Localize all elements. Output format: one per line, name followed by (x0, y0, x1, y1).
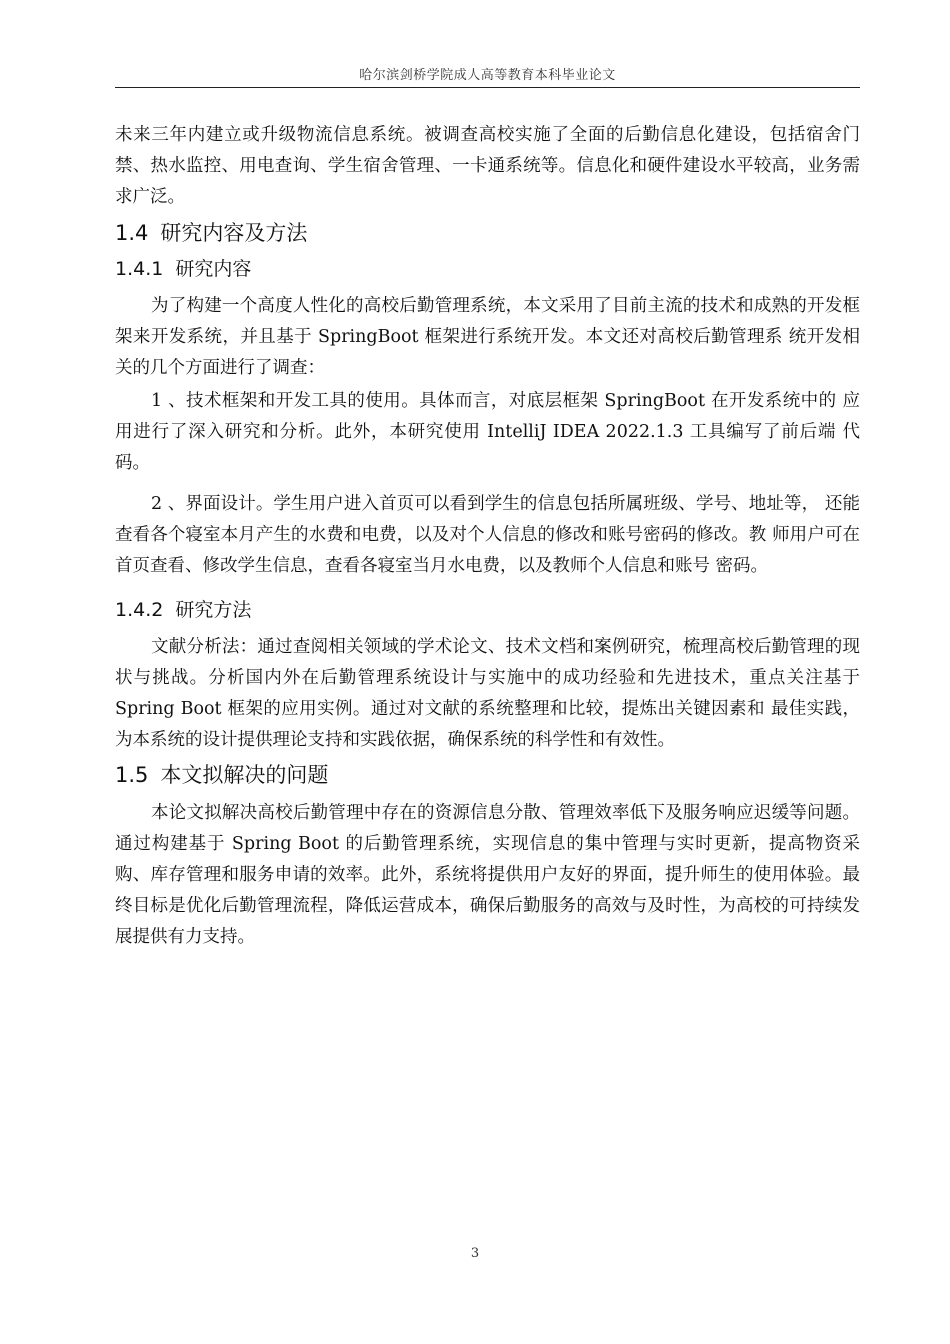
section-number: 1.4 (115, 221, 149, 245)
section-title: 本文拟解决的问题 (160, 763, 329, 787)
subsection-title: 研究内容 (175, 258, 252, 280)
page-number: 3 (470, 1246, 480, 1261)
paragraph-problems: 本论文拟解决高校后勤管理中存在的资源信息分散、管理效率低下及服务响应迟缓等问题。通过构建基于 Spring Boot 的后勤管理系统，实现信息的集中管理与实时更新，提高物资采购、库存管理和服务申请的效率。此外，系统将提供用户友好的界面，提升师生的使用体验。最终目标是优化后勤管理流程，降低运营成本，确保后勤服务的高效与及时性，为高校的可持续发展提供有力支持。 (115, 803, 860, 947)
paragraph-intro: 未来三年内建立或升级物流信息系统。被调查高校实施了全面的后勤信息化建设，包括宿舍门禁、热水监控、用电查询、学生宿舍管理、一卡通系统等。信息化和硬件建设水平较高，业务需求广泛。 (115, 125, 860, 207)
section-title: 研究内容及方法 (160, 221, 308, 245)
paragraph-tech-framework: 1 、技术框架和开发工具的使用。具体而言，对底层框架 SpringBoot 在开发系统中的 应用进行了深入研究和分析。此外，本研究使用 IntelliJ IDEA 2022.1.3 工具编写了前后端 代码。 (115, 391, 860, 473)
running-header: 哈尔滨剑桥学院成人高等教育本科毕业论文 (359, 68, 616, 83)
paragraph-research-content: 为了构建一个高度人性化的高校后勤管理系统，本文采用了目前主流的技术和成熟的开发框架来开发系统，并且基于 SpringBoot 框架进行系统开发。本文还对高校后勤管理系 统开发相关的几个方面进行了调查： (115, 296, 860, 378)
subsection-heading-1-4-2 (115, 594, 860, 626)
header-divider (115, 87, 860, 88)
subsection-number: 1.4.2 (115, 599, 164, 621)
page-content (115, 120, 860, 953)
section-number: 1.5 (115, 763, 149, 787)
section-heading-1-5 (115, 758, 860, 792)
section-heading-1-4 (115, 216, 860, 250)
subsection-title: 研究方法 (175, 599, 252, 621)
subsection-heading-1-4-1 (115, 253, 860, 285)
paragraph-ui-design: 2 、界面设计。学生用户进入首页可以看到学生的信息包括所属班级、学号、地址等， 还能查看各个寝室本月产生的水费和电费，以及对个人信息的修改和账号密码的修改。教 师用户可在首页查看、修改学生信息，查看各寝室当月水电费，以及教师个人信息和账号 密码。 (115, 494, 860, 576)
paragraph-research-method: 文献分析法：通过查阅相关领域的学术论文、技术文档和案例研究，梳理高校后勤管理的现状与挑战。分析国内外在后勤管理系统设计与实施中的成功经验和先进技术，重点关注基于 Spring Boot 框架的应用实例。通过对文献的系统整理和比较，提炼出关键因素和 最佳实践，为本系统的设计提供理论支持和实践依据，确保系统的科学性和有效性。 (115, 637, 860, 750)
subsection-number: 1.4.1 (115, 258, 164, 280)
